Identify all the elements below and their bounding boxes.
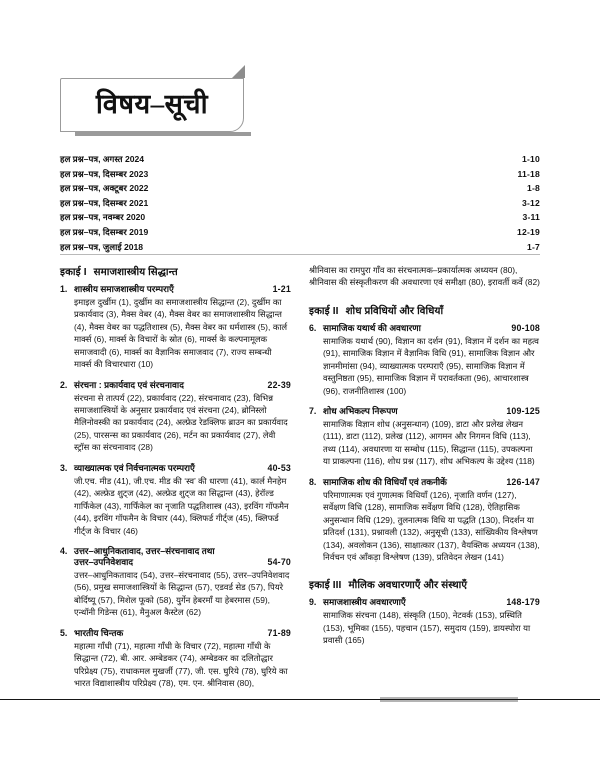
chapter-pages: 54-70 <box>267 556 291 567</box>
chapter-pages: 90-108 <box>511 322 540 333</box>
chapter-number: 1. <box>60 284 68 294</box>
chapter-title: उत्तर–आधुनिकतावाद, उत्तर–संरचनावाद तथा <box>74 545 215 556</box>
chapter-number: 5. <box>60 627 68 638</box>
unit-label: इकाई I <box>60 267 87 278</box>
chapter-number: 8. <box>309 476 317 487</box>
chapter-heading <box>60 628 291 639</box>
page-title-box <box>60 78 244 132</box>
chapter-pages: 109-125 <box>506 406 540 417</box>
chapter-entry[interactable] <box>309 406 540 468</box>
paper-title: हल प्रश्न–पत्र, दिसम्बर 2021 <box>60 197 149 208</box>
chapter-heading <box>60 284 291 295</box>
chapter-pages: 148-179 <box>506 597 540 608</box>
chapter-title: समाजशास्त्रीय अवधारणाएँ <box>323 597 406 608</box>
list-item[interactable] <box>60 167 540 182</box>
left-column <box>60 264 291 698</box>
chapter-topics: सामाजिक यथार्थ (90), विज्ञान का दर्शन (91), विज्ञान में दर्शन का महत्व (91), सामाजिक विज्ञान में वैज्ञानिक विधि (91), सामाजिक विज्ञान और ज्ञानमीमांसा (94), व्याख्यात्मक परम्पराएँ (95), सामाजिक विज्ञान में वस्तुनिष्ठता (95), सामाजिक विज्ञान में परावर्तकता (96), आचारशास्त्र (96), राजनीतिशास्त्र (100) <box>323 335 539 396</box>
chapter-topics: परिमाणात्मक एवं गुणात्मक विधियाँ (126), नृजाति वर्णन (127), सर्वेक्षण विधि (128), सामाजिक सर्वेक्षण विधि (128), ऐतिहासिक अनुसन्धान विधि (129), तुलनात्मक विधि या पद्धति (130), निदर्शन या प्रतिदर्श (131), प्रश्नावली (132), अनुसूची (133), सांख्यिकीय विश्लेषण (134), अवलोकन (136), साक्षात्कार (137), वैयक्तिक अध्ययन (138), निर्वचन एवं आँकड़ा विश्लेषण (139), प्रतिवेदन लेखन (141) <box>323 489 540 562</box>
chapter-pages: 22-39 <box>267 379 291 390</box>
chapter-topics: संरचना से तात्पर्य (22), प्रकार्यवाद (22), संरचनावाद (23), विभिन्न समाजशास्त्रियों के अनुसार प्रकार्यवाद एवं संरचना (24), ब्रोनिस्लो मैलिनोवस्की का प्रकार्यवाद (24), अल्फ्रेड रेडक्लिफ ब्राउन का प्रकार्यवाद (25), पारसन्स का प्रकार्यवाद (26), मर्टन का प्रकार्यवाद (27), लेवी स्ट्रॉस का संरचनावाद (28) <box>74 392 288 453</box>
bottom-rule <box>0 699 600 700</box>
chapter-heading <box>309 323 540 334</box>
chapter-heading <box>309 406 540 417</box>
chapter-entry[interactable] <box>309 597 540 646</box>
list-item[interactable] <box>60 152 540 167</box>
unit-heading-2 <box>309 303 540 317</box>
unit-title: मौलिक अवधारणाएँ और संस्थाएँ <box>348 580 468 592</box>
chapter-title: शोध अभिकल्प निरूपण <box>323 406 398 417</box>
paper-title: हल प्रश्न–पत्र, दिसम्बर 2023 <box>60 168 149 179</box>
unit-label: इकाई III <box>309 580 342 592</box>
unit-title: समाजशास्त्रीय सिद्धान्त <box>93 267 178 278</box>
paper-title: हल प्रश्न–पत्र, जुलाई 2018 <box>60 241 144 252</box>
unit-heading-3 <box>309 577 540 591</box>
paper-pages: 1-10 <box>521 154 540 164</box>
chapter-entry[interactable] <box>60 380 291 454</box>
chapter-topics: इमाइल दुर्खीम (1), दुर्खीम का समाजशास्त्रीय सिद्धान्त (2), दुर्खीम का प्रकार्यवाद (3), मैक्स वेबर (4), मैक्स वेबर का समाजशास्त्रीय सिद्धान्त (4), मैक्स वेबर का पद्धतिशास्त्र (5), मैक्स वेबर का धर्मशास्त्र (5), कार्ल मार्क्स (6), मार्क्स के विचारों के स्रोत (6), मार्क्स के कल्पनामूलक समाजवादी (6), मार्क्स का वैज्ञानिक समाजवाद (7), राज्य सम्बन्धी मार्क्स की विचारधारा (10) <box>74 296 288 370</box>
chapter-topics: सामाजिक विज्ञान शोध (अनुसन्धान) (109), डाटा और प्रलेख लेखन (111), डाटा (112), प्रलेख (112), आगमन और निगमन विधि (113), तथ्य (114), अवधारणा या सम्बोध (115), सिद्धान्त (115), उपकल्पना या प्राकल्पना (116), शोध प्रश्न (117), शोध अभिकल्प के उद्देश्य (118) <box>323 419 535 467</box>
unit-label: इकाई II <box>309 305 339 317</box>
chapter-number: 6. <box>309 322 317 333</box>
chapter-topics-continued: श्रीनिवास का रामपुरा गाँव का संरचनात्मक–प्रकार्यात्मक अध्ययन (80), श्रीनिवास की संस्कृतीकरण की अवधारणा एवं समीक्षा (80), इरावर्ती कर्वे (82) <box>309 265 540 288</box>
paper-title: हल प्रश्न–पत्र, दिसम्बर 2019 <box>60 226 149 237</box>
chapter-topics: उत्तर–आधुनिकतावाद (54), उत्तर–संरचनावाद (55), उत्तर–उपनिवेशवाद (56), प्रमुख समाजशास्त्रियों के सिद्धान्त (57), एडवर्ड सेड (57), पियरे बोर्दिष्यू (57), मिशेल फूको (58), युर्गेन हेबरमॉं या हेबरमास (59), एन्थॉनी गिडेन्स (61), मैनुअल कैस्टेल (62) <box>74 569 290 618</box>
list-item[interactable] <box>60 210 540 225</box>
right-column <box>309 264 540 698</box>
unit-heading-1 <box>60 264 291 278</box>
folded-corner-icon <box>232 65 245 78</box>
page-title-plaque <box>60 78 244 132</box>
contents-columns <box>60 264 540 698</box>
paper-title: हल प्रश्न–पत्र, नवम्बर 2020 <box>60 212 146 223</box>
chapter-pages: 126-147 <box>506 476 540 487</box>
chapter-number: 9. <box>309 597 317 608</box>
chapter-heading <box>60 546 291 557</box>
chapter-title: व्याख्यात्मक एवं निर्वचनात्मक परम्पराएँ <box>74 462 195 473</box>
paper-pages: 12-19 <box>517 226 540 237</box>
chapter-title: सामाजिक यथार्थ की अवधारणा <box>323 322 421 333</box>
chapter-entry[interactable] <box>60 546 291 619</box>
solved-papers-list <box>60 152 540 254</box>
chapter-number: 2. <box>60 379 68 390</box>
list-item[interactable] <box>60 196 540 211</box>
chapter-heading <box>309 477 540 488</box>
paper-pages: 1-7 <box>526 241 540 252</box>
chapter-heading <box>60 380 291 391</box>
list-item[interactable] <box>60 225 540 240</box>
section-divider <box>60 254 540 255</box>
paper-title: हल प्रश्न–पत्र, अगस्त 2024 <box>60 154 145 164</box>
chapter-entry[interactable] <box>309 323 540 397</box>
chapter-heading <box>60 463 291 474</box>
title-shadow-bar <box>75 132 251 136</box>
chapter-title: संरचना : प्रकार्यवाद एवं संरचनावाद <box>74 379 184 390</box>
chapter-pages: 71-89 <box>267 627 291 638</box>
paper-title: हल प्रश्न–पत्र, अक्टूबर 2022 <box>60 183 149 194</box>
chapter-number: 7. <box>309 406 317 417</box>
paper-pages: 11-18 <box>517 168 540 179</box>
list-item[interactable] <box>60 240 540 255</box>
chapter-title: शास्त्रीय समाजशास्त्रीय परम्पराएँ <box>74 284 174 294</box>
chapter-pages: 40-53 <box>267 462 291 473</box>
chapter-topics: सामाजिक संरचना (148), संस्कृति (150), नेटवर्क (153), प्रस्थिति (153), भूमिका (155), पहचान (157), समुदाय (159), डायस्पोरा या प्रवासी (165) <box>323 610 531 646</box>
chapter-pages: 1-21 <box>272 284 291 294</box>
unit-title: शोध प्रविधियों और विधियाँ <box>345 305 444 317</box>
chapter-entry[interactable] <box>309 477 540 564</box>
chapter-entry[interactable] <box>60 628 291 690</box>
paper-pages: 1-8 <box>526 183 540 194</box>
chapter-number: 4. <box>60 545 68 556</box>
page-title: विषय–सूची <box>95 88 209 119</box>
chapter-entry[interactable] <box>60 284 291 371</box>
chapter-topics: जी.एच. मीड (41), जी.एच. मीड की ‘स्व’ की धारणा (41), कार्ल मैनहेम (42), अल्फ्रेड शुट्ज (42), अल्फ्रेड शुट्ज का सिद्धान्त (43), हेरॉल्ड गार्फिंकेल (43), गार्फिंकेल का नृजाति पद्धतिशास्त्र (43), इरविंग गॉफमैन (44), इरविंग गॉफमैन के विचार (44), क्लिफर्ड गीर्ट्ज (45), क्लिफर्ड गीर्ट्ज के विचार (46) <box>74 475 289 536</box>
chapter-topics: महात्मा गाँधी (71), महात्मा गाँधी के विचार (72), महात्मा गाँधी के सिद्धान्त (72), बी. आर. अम्बेडकर (74), अम्बेडकर का दलितोद्धार परिप्रेक्ष्य (75), राधाकमल मुखर्जी (77), जी. एस. घुरिये (78), घुरिये का भारत विद्याशास्त्रीय परिप्रेक्ष्य (78), एम. एन. श्रीनिवास (80), <box>74 640 288 688</box>
chapter-heading-line2 <box>60 557 291 568</box>
paper-pages: 3-12 <box>521 197 540 208</box>
paper-pages: 3-11 <box>522 212 540 223</box>
list-item[interactable] <box>60 181 540 196</box>
chapter-heading <box>309 597 540 608</box>
chapter-title: भारतीय चिन्तक <box>74 627 124 638</box>
chapter-title: सामाजिक शोध की विधियाँ एवं तकनीकें <box>323 476 447 487</box>
chapter-number: 3. <box>60 462 68 473</box>
chapter-title-continued: उत्तर–उपनिवेशवाद <box>74 556 134 567</box>
chapter-entry[interactable] <box>60 463 291 537</box>
